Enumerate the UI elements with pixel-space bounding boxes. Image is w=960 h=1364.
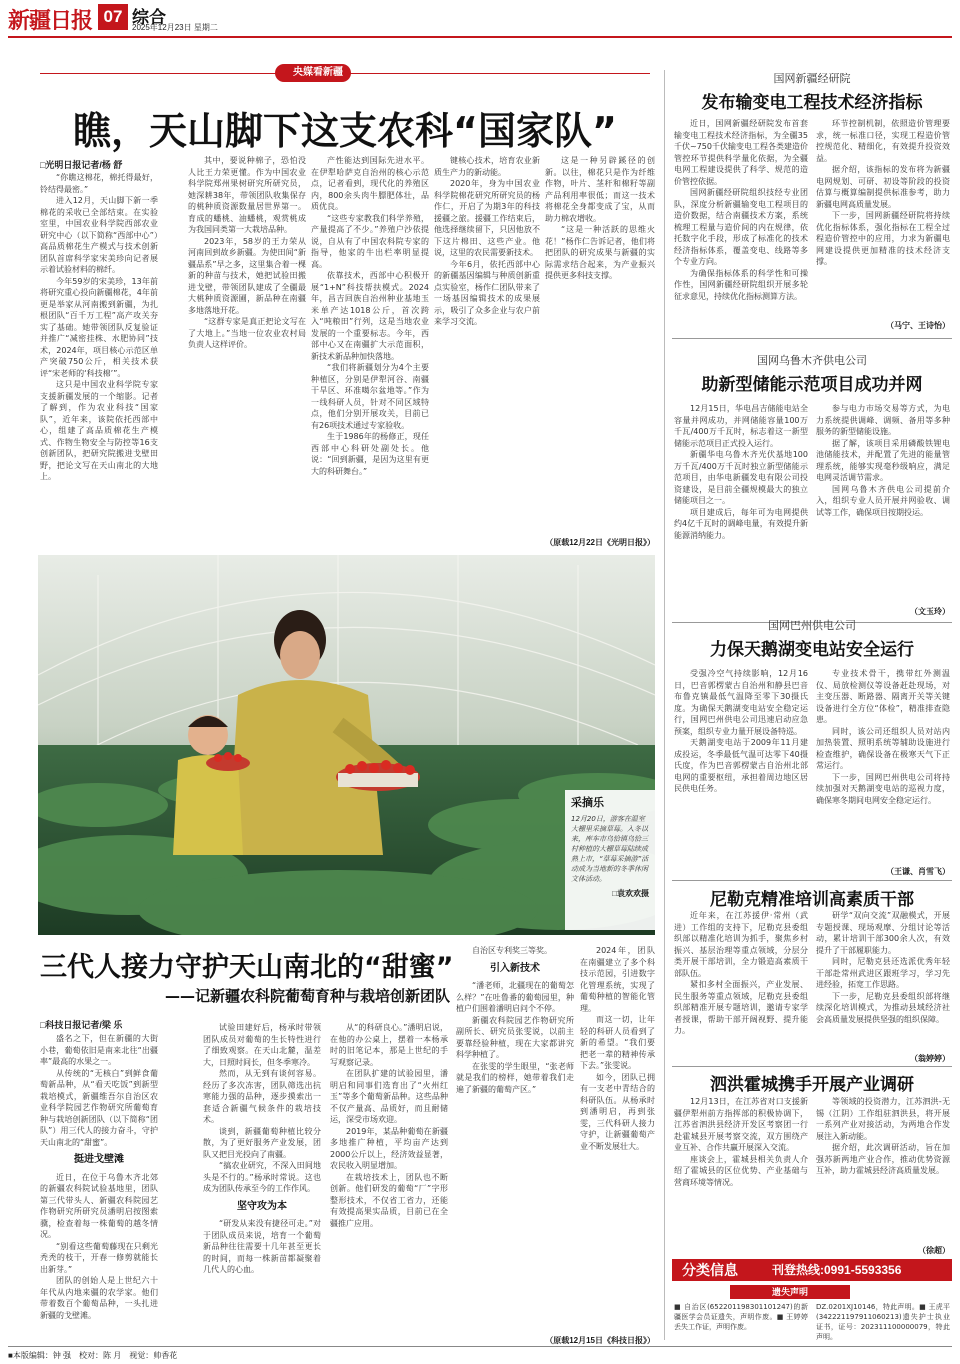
second-para: 而这一切，让年轻的科研人员看到了新的希望。“我们要把老一辈的精神传承下去。”张雯说。 xyxy=(580,1015,655,1070)
r2-para: 新疆华电乌鲁木齐光伏基地100万千瓦/400万千瓦时独立新型储能示范项目，由华电新疆发电有限公司投资建设，是目前全疆规模最大的独立储能项目之一。 xyxy=(674,450,808,505)
r3-kicker: 国网巴州供电公司 xyxy=(768,620,856,632)
lead-para: “这是一种活跃的思维火花！”杨作仁告诉记者，他们将把团队的研究成果与新疆的实际需求结合起来，为产业振兴提供更多科技支撑。 xyxy=(545,225,655,280)
classified-banner xyxy=(672,1259,952,1281)
classified-hotline: 刊登热线:0991-5593356 xyxy=(772,1263,902,1277)
second-para: 在张雯的学生眼里，“张老师就是我们的榜样，她带着我们走遍了新疆的葡萄产区。” xyxy=(456,1061,574,1094)
r2-column-2 xyxy=(816,403,950,603)
r4-column-1 xyxy=(674,910,808,1065)
page-number: 07 xyxy=(98,4,128,30)
r3-title: 力保天鹅湖变电站安全运行 xyxy=(710,640,914,660)
second-column-5 xyxy=(580,945,655,1340)
masthead-rule xyxy=(8,36,952,38)
lead-para: 依靠技术，西部中心积极开展“1+N”科技帮扶模式。2024年，昌吉回族自治州种业基地玉米单产达1018公斤，首次跨入“吨粮田”行列，这是当地农业发展的一个重要标志。今年，西部中心又在南疆扩大示范面积，新技术新品种加快落地。 xyxy=(311,271,429,361)
second-para: 然而，从无到有谈何容易。经历了多次冻害，团队筛选出抗寒能力强的品种，逐步摸索出一套适合新疆气候条件的栽培技术。 xyxy=(203,1069,321,1124)
r4-credit: （翁婷婷） xyxy=(910,1054,950,1063)
r4-para: 同时，尼勒克县还选派优秀年轻干部赴常州武进区跟班学习，学习先进经验，拓宽工作思路。 xyxy=(816,957,950,989)
r4-para: 下一步，尼勒克县委组织部将继续深化培训模式，为推动县域经济社会高质量发展提供坚强的组织保障。 xyxy=(816,991,950,1024)
second-para: 近日，在位于乌鲁木齐北郊的新疆农科院试验基地里，团队第三代带头人、新疆农科院园艺作物研究所研究员潘明启按图索骥，检查着每一株葡萄的越冬情况。 xyxy=(40,1172,158,1239)
page-footer xyxy=(8,1346,952,1361)
second-para: 谈到，新疆葡萄种植比较分散，为了更好服务产业发展，团队又把目光投向了南疆。 xyxy=(203,1126,321,1159)
r1-para: 下一步，国网新疆经研院将持续优化指标体系，强化指标在工程全过程造价管控中的应用，力求为新疆电网建设提供更加精准的技术经济支撑。 xyxy=(816,211,950,266)
lead-para: 今年6月，依托西部中心的新疆基因编辑与种质创新重点实验室，杨作仁团队带来了一场基因编辑技术的成果展示，吸引了众多企业与农户前来学习交流。 xyxy=(434,259,540,326)
lead-para: “这群专家是真正把论文写在了大地上。”当地一位农业农村局负责人这样评价。 xyxy=(188,317,306,349)
lead-para: 2023年，58岁的王力荣从河南回到故乡新疆。为使田间“新疆品系”早之多，这里集合着一棵新的种苗与技术，她把试验田搬进戈壁，带领团队建成了全疆最大桃种质资源圃，新品种在南疆多地落地开花。 xyxy=(188,236,306,315)
second-column-1 xyxy=(40,1033,158,1353)
r5-para: 12月13日，在江苏省对口支援新疆伊犁州前方指挥部的积极协调下，江苏省泗洪县经济开发区考察团一行赴霍城县开展考察交流，双方围绕产业互补、合作共赢开展深入交流。 xyxy=(674,1097,808,1152)
r5-para: 据介绍，此次调研活动，旨在加强苏新两地产业合作，推动优势资源互补，助力霍城县经济高质量发展。 xyxy=(816,1143,950,1175)
r4-para: 研学“双向交流”双融模式，开展专题授课、现场观摩、分组讨论等活动，累计培训干部300余人次，有效提升了干部履职能力。 xyxy=(816,911,950,955)
lead-column-5 xyxy=(545,155,655,535)
section-tag xyxy=(275,64,351,82)
lead-byline: □光明日报记者/杨 舒 xyxy=(40,160,123,170)
r5-para: 座谈会上，霍城县相关负责人介绍了霍城县的区位优势、产业基础与营商环境等情况。 xyxy=(674,1154,808,1187)
second-column-2 xyxy=(203,1022,321,1352)
second-para: 2019年，某品种葡萄在新疆多地推广种植，平均亩产达到2000公斤以上，经济效益显著，农民收入明显增加。 xyxy=(330,1126,448,1170)
r3-credit: （王谦、肖雪飞） xyxy=(886,867,950,876)
r2-para: 国网乌鲁木齐供电公司提前介入，组织专业人员开展并网验收、调试等工作，确保项目按期投运。 xyxy=(816,484,950,517)
second-para: 盛名之下，但在新疆的大街小巷，葡萄依旧是南来北往“出疆率”最高的水果之一。 xyxy=(40,1034,158,1066)
editor-credits: ■本版编辑：钟 强 校对：陈 月 视觉：帅香花 xyxy=(8,1351,178,1360)
r3-column-1 xyxy=(674,668,808,863)
second-column-4 xyxy=(456,945,574,1340)
r1-para: 近日，国网新疆经研院发布首套输变电工程技术经济指标，为全疆35千伏~750千伏输变电工程各类建造价管控环节提供科学量化依据，为全疆电网工程建设提供了科学、规范的造价管控依据。 xyxy=(674,119,808,186)
strawberry-photo xyxy=(38,555,655,935)
r1-para: 环节控制机制，依照造价管理要求，统一标准口径，实现工程造价管控规范化、精细化，有效提升投资效益。 xyxy=(816,119,950,163)
lead-para: 2020年，身为中国农业科学院棉花研究所研究员的杨作仁，开启了为期3年的科技援疆之旅。援疆工作结束后，他选择继续留下，只因他放不下这片棉田、这些产业。他说，这里的农民需要新技术。 xyxy=(434,179,540,257)
lead-para: 产性能达到国际先进水平。在伊犁哈萨克自治州的核心示范点，记者看到，现代化的养殖区内，800余头肉牛膘肥体壮，品质优良。 xyxy=(311,156,429,211)
r4-para: 紧扣多村全面振兴，产业发展、民生服务等重点领域，尼勒克县委组织部精准开展专题培训，邀请专家学者授课，帮助干部开阔视野、提升能力。 xyxy=(674,980,808,1035)
lead-para: 这是一种另辟蹊径的创新。以往，棉花只是作为纤维作物，叶片、茎秆和棉籽等副产品利用率很低；而这一技术将棉花全身都变成了宝，从而助力棉农增收。 xyxy=(545,156,655,223)
lead-para: “这些专家教我们科学养殖，产量提高了不少。”养殖户沙依提说，自从有了中国农科院专家的指导，他家的牛出栏率明显提高。 xyxy=(311,213,429,269)
second-para: 从传统的“无核白”到鲜食葡萄新品种，从“看天吃饭”到新型栽培模式，新疆维吾尔自治区农业科学院园艺作物研究所葡萄育种与栽培创新团队（以下简称“团队”）用三代人的接力奋斗，守护天山南北的“甜蜜”。 xyxy=(40,1068,158,1147)
lead-para: “你瞧这棉花，棉托得最好，铃结得最密。” xyxy=(40,173,158,194)
r3-para: 受强冷空气持续影响，12月16日，巴音郭楞蒙古自治州和静县巴音布鲁克镇最低气温降至零下30摄氏度。为确保天鹅湖变电站安全稳定运行，国网巴州供电公司迅速启动应急预案，组织专业力量开展设备特巡。 xyxy=(674,669,808,736)
photo-caption xyxy=(565,790,655,930)
second-para: 在栽培技术上，团队也不断创新。他们研发的葡萄“厂”字形整形技术，不仅省工省力，还能有效提高果实品质，目前已在全疆推广应用。 xyxy=(330,1172,448,1228)
lost-notice-tag: 遗失声明 xyxy=(730,1285,850,1299)
second-para: “研发从来没有捷径可走。”对于团队成员来说，培育一个葡萄新品种往往需要十几年甚至更长的时间，而每一株新苗都凝聚着几代人的心血。 xyxy=(203,1219,321,1274)
second-column-3 xyxy=(330,1022,448,1352)
lead-para: “我们将新疆划分为4个主要种植区，分别是伊犁河谷、南疆干旱区、环准噶尔盆地等。”作为一线科研人员，针对不同区域特点，他们分别开展攻关，目前已有26项技术通过专家验收。 xyxy=(311,363,429,430)
lead-column-3 xyxy=(311,155,429,552)
r2-para: 12月15日，华电昌吉储能电站全容量并网成功，并网储能容量100万千瓦/400万千瓦时，标志着这一新型储能示范项目正式投入运行。 xyxy=(674,404,808,448)
r3-column-2 xyxy=(816,668,950,863)
lead-para: 进入12月，天山脚下新一季棉花的采收已全部结束。在实验室里，中国农业科学院西部农业研究中心（以下简称“西部中心”）高品质棉花生产模式与技术创新团队首席科学家宋美珍向记者展示着试验材料的棉纤。 xyxy=(40,196,158,274)
second-para: 试验田建好后，杨承时带领团队成员对葡萄的生长特性进行了细致观察。在天山北麓，温差大，日照时间长，但冬季寒冷。 xyxy=(203,1023,321,1067)
r3-para: 同时，该公司还组织人员对站内加热装置、照明系统等辅助设施进行检查维护，确保设备在极寒天气下正常运行。 xyxy=(816,726,950,770)
second-para: “搞农业研究，不深入田间地头是不行的。”杨承时常说。这也成为团队传承至今的工作作风。 xyxy=(203,1161,321,1193)
column-divider xyxy=(664,70,665,1340)
issue-date: 2025年12月23日 星期二 xyxy=(132,23,218,32)
r5-column-1 xyxy=(674,1096,808,1256)
lead-para: 键核心技术，培育农业新质生产力的新动能。 xyxy=(434,156,540,177)
tag-label: 央媒看新疆 xyxy=(293,67,343,78)
r2-para: 参与电力市场交易等方式，为电力系统提供调峰、调频、备用等多种服务的新型储能设施。 xyxy=(816,404,950,436)
second-headline: 三代人接力守护天山南北的“甜蜜” xyxy=(40,952,454,983)
r1-para: 据介绍，该指标的发布将为新疆电网规划、可研、初设等阶段的投资估算与概算编制提供标准参考，助力新疆电网高质量发展。 xyxy=(816,165,950,209)
second-source: （原载12月15日《科技日报》） xyxy=(545,1336,655,1345)
r1-para: 国网新疆经研院组织技经专业团队，深度分析新疆输变电工程项目的造价数据，结合南疆技术方案，系统梳理工程量与造价间的内在规律，依托数字化手段，形成了标准化的技术经济指标体系，覆盖变电、线路等多个专业方向。 xyxy=(674,188,808,266)
r5-credit: （徐超） xyxy=(918,1246,950,1255)
r3-para: 专业技术骨干，携带红外测温仪、局放检测仪等设备赶赴现场，对主变压器、断路器、隔离开关等关键设备进行全方位“体检”，精准排查隐患。 xyxy=(816,669,950,724)
caption-title: 采摘乐 xyxy=(571,796,604,809)
second-byline: □科技日报记者/梁 乐 xyxy=(40,1020,123,1030)
notice-text-b: DZ.0201XJ10146，特此声明。■ 王虎平(342221197911060213)遗失护士执业证书，证号：202311100000079，特此声明。 xyxy=(816,1303,950,1341)
greenhouse-illustration xyxy=(38,555,655,935)
lead-para: 其中，要说种棉子，恐怕没人比王力荣更懂。作为中国农业科学院郑州果树研究所研究员，她深耕38年，带领团队收集保存的桃种质资源数量居世界第一。育成的蟠桃、油蟠桃，观赏桃成为我国同类第一大栽培品种。 xyxy=(188,156,306,234)
r-rule xyxy=(672,880,952,881)
r2-credit: （文玉玲） xyxy=(910,607,950,616)
r4-title: 尼勒克精准培训高素质干部 xyxy=(710,890,914,910)
notice-text-a: ■ 自治区(652201198301101247)的新疆医学会员证遗失，声明作废。■ 王婷婷丢失工作证，声明作废。 xyxy=(674,1303,808,1331)
second-para: 2024年，团队在南疆建立了多个科技示范园，引进数字化管理系统，实现了葡萄种植的智能化管理。 xyxy=(580,946,655,1013)
r5-column-2 xyxy=(816,1096,950,1244)
masthead-logo: 新疆日报 xyxy=(8,8,93,34)
r1-kicker: 国网新疆经研院 xyxy=(773,73,851,85)
classified-label: 分类信息 xyxy=(682,1262,738,1278)
r4-column-2 xyxy=(816,910,950,1050)
r3-para: 下一步，国网巴州供电公司将持续加强对天鹅湖变电站的巡视力度，确保寒冬期间电网安全稳定运行。 xyxy=(816,772,950,805)
r5-title: 泗洪霍城携手开展产业调研 xyxy=(710,1075,914,1095)
r5-para: 等领域的投资潜力，江苏泗洪-无锡（江阴）工作组驻泗洪县，将开展一系列产业对接活动，为两地合作发展注入新动能。 xyxy=(816,1097,950,1141)
r2-para: 据了解，该项目采用磷酸铁锂电池储能技术，并配置了先进的能量管理系统，能够实现毫秒级响应，满足电网灵活调节需求。 xyxy=(816,438,950,482)
r-rule xyxy=(672,1066,952,1067)
second-para: 新疆农科院园艺作物研究所副所长、研究员张雯说，以前主要靠经验种植，现在大家都讲究科学种植了。 xyxy=(456,1015,574,1059)
second-para: 从“的科研良心。”潘明启说，在他的办公桌上，摆着一本杨承时的旧笔记本，那是上世纪的手写观察记录。 xyxy=(330,1023,448,1067)
second-para: 团队的创始人是上世纪六十年代从内地来疆的农学家。他们带着数百个葡萄品种，一头扎进新疆的戈壁滩。 xyxy=(40,1276,158,1320)
second-heading-2: 坚守攻为本 xyxy=(237,1200,287,1212)
lead-para: 生于1986年的杨修正，现任西部中心科研处副处长。他说：“回到新疆，是因为这里有更大的科研舞台。” xyxy=(311,432,429,476)
r3-para: 天鹅湖变电站于2009年11月建成投运，冬季最低气温可达零下40摄氏度，作为巴音郭楞蒙古自治州北部电网的重要枢纽，承担着周边地区居民供电任务。 xyxy=(674,738,808,793)
section-title: 综合 xyxy=(132,8,166,27)
r1-para: 为确保指标体系的科学性和可操作性，国网新疆经研院组织开展多轮征求意见，持续优化指标测算方法。 xyxy=(674,268,808,301)
lead-source: （原载12月22日《光明日报》） xyxy=(545,538,655,547)
lead-para: 这只是中国农业科学院专家支援新疆发展的一个缩影。记者了解到，作为农业科技“国家队”，近年来，该院依托西部中心，组建了高品质棉花生产模式、作物生物安全与防控等16支创新团队，把研究院搬进戈壁田野，把论文写在天山南北的大地上。 xyxy=(40,380,158,481)
r2-kicker: 国网乌鲁木齐供电公司 xyxy=(757,355,867,367)
second-subtitle: ——记新疆农科院葡萄育种与栽培创新团队 xyxy=(165,987,451,1005)
r1-title: 发布输变电工程技术经济指标 xyxy=(701,93,923,113)
r-rule xyxy=(672,338,952,339)
lead-column-1 xyxy=(40,172,158,552)
second-para: 在团队扩建的试验园里，潘明启和同事们选育出了“火州红玉”等多个葡萄新品种。这些品种不仅产量高、品质好，而且耐储运，深受市场欢迎。 xyxy=(330,1069,448,1124)
r1-credit: （马宁、王诗怡） xyxy=(886,321,950,330)
second-para: 如今，团队已拥有一支老中青结合的科研队伍。从杨承时到潘明启，再到张雯，三代科研人接力守护，让新疆葡萄产业不断发展壮大。 xyxy=(580,1072,655,1151)
lead-column-2 xyxy=(188,155,306,552)
r4-para: 近年来，在江苏援伊·常州（武进）工作组的支持下，尼勒克县委组织部以精准化培训为抓手，聚焦乡村振兴、基层治理等重点领域，分层分类开展干部培训，全力锻造高素质干部队伍。 xyxy=(674,911,808,978)
lead-para: 今年59岁的宋美珍，13年前将研究重心投向新疆棉花，4年前更是举家从河南搬到新疆，为扎根团队“百千万工程”高产攻关夯实了基础。她带领团队反复验证并推广“减密挂株、水肥协同”技术，2024年，项目核心示范区单产突破750公斤，相关技术获评“宋老师的‘科技棉’”。 xyxy=(40,276,158,378)
r2-column-1 xyxy=(674,403,808,608)
photo-credit: □袁欢欢摄 xyxy=(612,889,649,898)
lead-column-4 xyxy=(434,155,540,552)
second-para: “别看这些葡萄藤现在只剩光秃秃的枝干，开春一修剪就能长出新芽。” xyxy=(40,1241,158,1274)
r1-column-1 xyxy=(674,118,808,318)
r2-title: 助新型储能示范项目成功并网 xyxy=(701,375,923,395)
r1-column-2 xyxy=(816,118,950,318)
second-para: “潘老师，北疆现在的葡萄怎么样？”在吐鲁番的葡萄园里，种植户们围着潘明启问个不停。 xyxy=(456,981,574,1013)
r2-para: 项目建成后，每年可为电网提供约4亿千瓦时的调峰电量，有效提升新能源消纳能力。 xyxy=(674,507,808,540)
second-heading-3: 引入新技术 xyxy=(490,962,540,974)
caption-text: 12月20日，游客在温室大棚里采摘草莓。入冬以来，库车市乌恰镇乌恰三村种植的大棚草莓陆续成熟上市，“草莓采摘游”活动成为当地新的冬季休闲文体活动。 xyxy=(571,815,649,883)
second-heading-1: 挺进戈壁滩 xyxy=(74,1154,124,1165)
second-para: 自治区专利奖三等奖。 xyxy=(472,946,552,955)
lead-headline: 瞧，天山脚下这支农科“国家队” xyxy=(73,109,617,153)
